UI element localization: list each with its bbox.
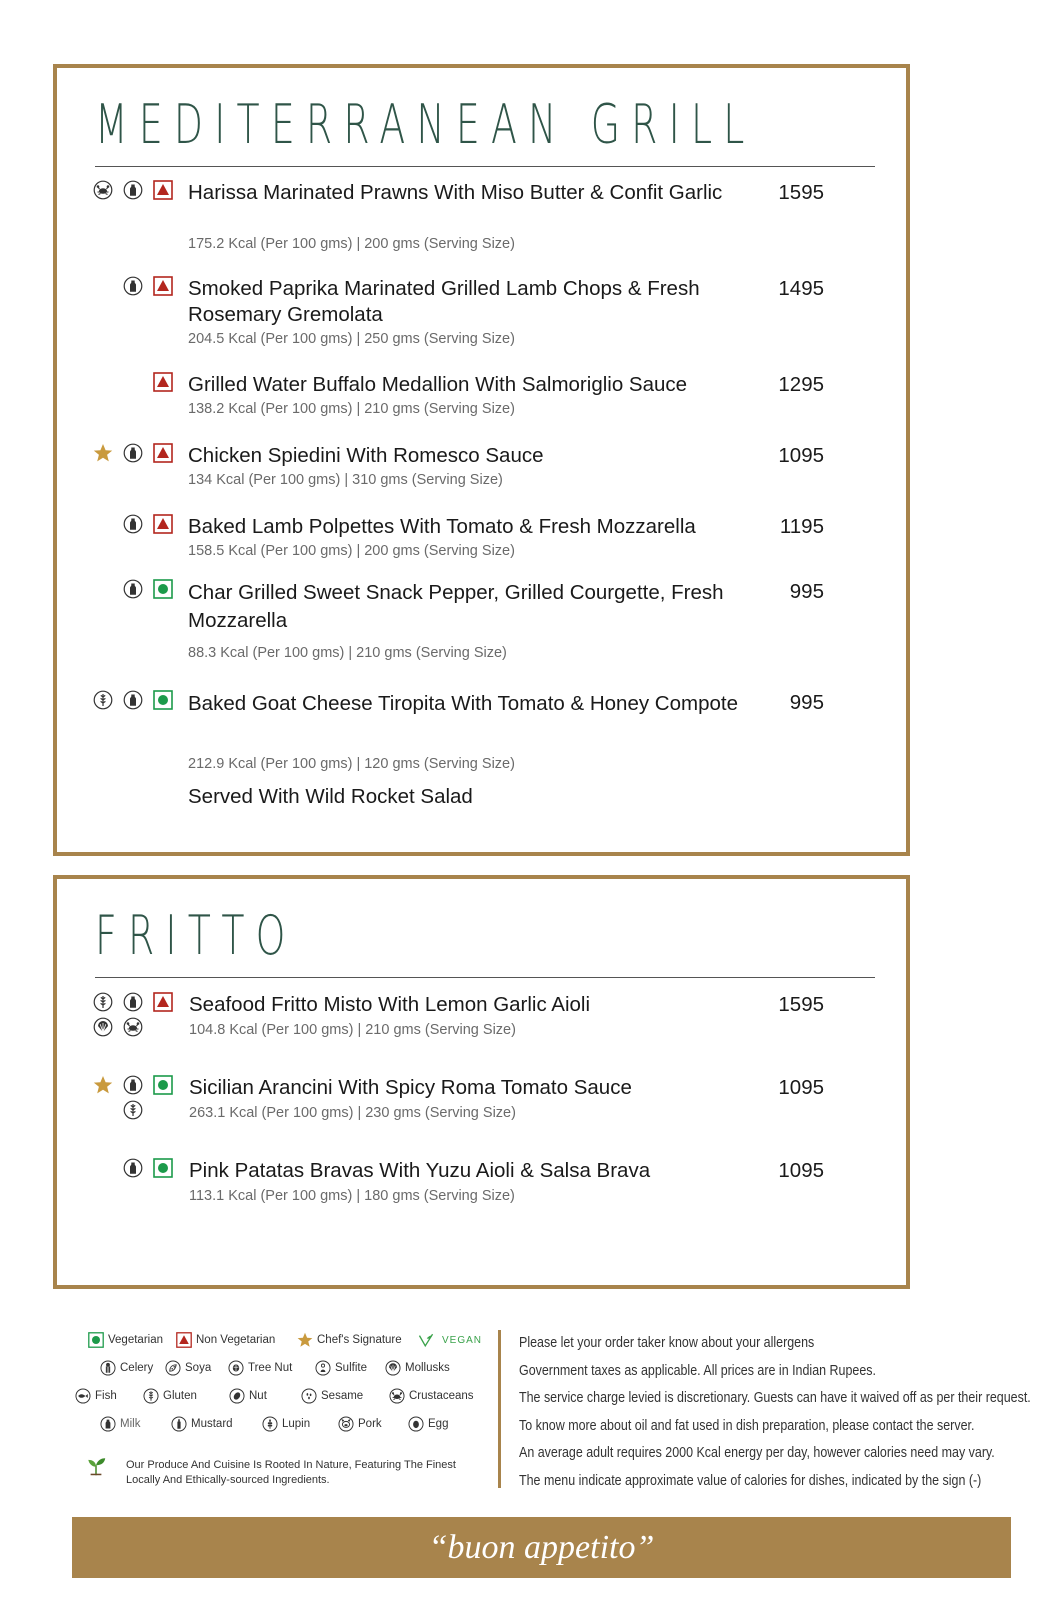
note-line: The menu indicate approximate value of calories for dishes, indicated by the sign (-) <box>519 1472 982 1489</box>
sprout-icon <box>86 1456 112 1482</box>
milk-icon <box>123 992 143 1012</box>
milk-icon <box>123 1075 143 1095</box>
non-veg-icon <box>153 443 173 463</box>
legend-milk: Milk <box>100 1416 140 1432</box>
crustaceans-icon <box>389 1388 405 1404</box>
crustaceans-icon <box>93 180 113 200</box>
pork-icon <box>338 1416 354 1432</box>
gluten-icon <box>123 1100 143 1120</box>
dish-price: 1295 <box>778 373 824 396</box>
non-veg-icon <box>153 276 173 296</box>
item-icons <box>93 690 179 738</box>
dish-name: Sicilian Arancini With Spicy Roma Tomato Sauce <box>189 1076 632 1099</box>
non-veg-icon <box>153 514 173 534</box>
dish-name: Harissa Marinated Prawns With Miso Butter & Confit Garlic <box>188 181 723 204</box>
note-line: To know more about oil and fat used in dish preparation, please contact the server. <box>519 1417 975 1434</box>
legend-soya: Soya <box>165 1360 211 1376</box>
milk-icon <box>123 180 143 200</box>
fritto-section <box>53 875 910 1289</box>
legend-chefs-signature: Chef's Signature <box>297 1332 402 1348</box>
sulfite-icon <box>315 1360 331 1376</box>
milk-icon <box>123 443 143 463</box>
dish-calories: 204.5 Kcal (Per 100 gms) | 250 gms (Serving Size) <box>188 331 515 347</box>
item-icons <box>93 579 179 627</box>
mustard-icon <box>171 1416 187 1432</box>
non-veg-icon <box>153 992 173 1012</box>
note-line: An average adult requires 2000 Kcal energy per day, however calories need may vary. <box>519 1445 995 1461</box>
crustaceans-icon <box>123 1017 143 1037</box>
dish-name: Pink Patatas Bravas With Yuzu Aioli & Salsa Brava <box>189 1159 651 1182</box>
legend-lupin: Lupin <box>262 1416 310 1432</box>
mollusks-icon <box>93 1017 113 1037</box>
dish-calories: 158.5 Kcal (Per 100 gms) | 200 gms (Serving Size) <box>188 543 515 559</box>
dish-price: 1595 <box>778 181 824 204</box>
legend-sesame: Sesame <box>301 1388 363 1404</box>
dish-calories: 134 Kcal (Per 100 gms) | 310 gms (Serving Size) <box>188 472 503 488</box>
dish-name: Baked Lamb Polpettes With Tomato & Fresh Mozzarella <box>188 515 696 538</box>
item-icons <box>93 1158 179 1206</box>
item-icons <box>93 276 179 324</box>
legend-mollusks: Mollusks <box>385 1360 450 1376</box>
legend-egg: Egg <box>408 1416 448 1432</box>
item-icons <box>93 180 179 228</box>
veg-icon <box>153 1158 173 1178</box>
dish-calories: 113.1 Kcal (Per 100 gms) | 180 gms (Serving Size) <box>189 1188 515 1204</box>
dish-calories: 138.2 Kcal (Per 100 gms) | 210 gms (Serving Size) <box>188 401 515 417</box>
legend-vegetarian: Vegetarian <box>88 1332 163 1348</box>
dietary-legend <box>70 1332 490 1502</box>
gluten-icon <box>143 1388 159 1404</box>
title-divider <box>95 166 875 167</box>
chefs-signature-icon <box>93 1075 113 1095</box>
lupin-icon <box>262 1416 278 1432</box>
dish-calories: 212.9 Kcal (Per 100 gms) | 120 gms (Serving Size) <box>188 756 515 772</box>
legend-mustard: Mustard <box>171 1416 233 1432</box>
egg-icon <box>408 1416 424 1432</box>
note-line: Please let your order taker know about your allergens <box>519 1335 815 1351</box>
note-line: The service charge levied is discretionary. Guests can have it waived off as per their request. <box>519 1390 1031 1406</box>
dish-calories: 175.2 Kcal (Per 100 gms) | 200 gms (Serving Size) <box>188 236 515 252</box>
celery-icon <box>100 1360 116 1376</box>
legend-sulfite: Sulfite <box>315 1360 367 1376</box>
milk-icon <box>123 690 143 710</box>
tree-nut-icon <box>228 1360 244 1376</box>
veg-icon <box>153 1075 173 1095</box>
dish-price: 1095 <box>778 1076 824 1099</box>
mediterranean-grill-section <box>53 64 910 856</box>
mollusks-icon <box>385 1360 401 1376</box>
chefs-signature-icon <box>93 443 113 463</box>
milk-icon <box>100 1416 116 1432</box>
item-icons <box>93 443 179 491</box>
milk-icon <box>123 276 143 296</box>
legend-divider <box>498 1330 501 1488</box>
non-veg-icon <box>176 1332 192 1348</box>
legend-pork: Pork <box>338 1416 382 1432</box>
item-icons <box>93 1075 179 1123</box>
chefs-signature-icon <box>297 1332 313 1348</box>
dish-name: Char Grilled Sweet Snack Pepper, Grilled Courgette, Fresh Mozzarella <box>188 581 724 632</box>
legend-nut: Nut <box>229 1388 267 1404</box>
dish-name: Chicken Spiedini With Romesco Sauce <box>188 444 544 467</box>
dish-name: Grilled Water Buffalo Medallion With Salmoriglio Sauce <box>188 373 688 396</box>
dish-calories: 263.1 Kcal (Per 100 gms) | 230 gms (Serving Size) <box>189 1105 516 1121</box>
dish-name: Smoked Paprika Marinated Grilled Lamb Chops & Fresh Rosemary Gremolata <box>188 277 700 326</box>
fish-icon <box>75 1388 91 1404</box>
milk-icon <box>123 1158 143 1178</box>
item-icons <box>93 992 179 1040</box>
dish-price: 1595 <box>778 993 824 1016</box>
title-divider <box>95 977 875 978</box>
non-veg-icon <box>153 372 173 392</box>
vegan-icon <box>418 1332 438 1348</box>
dish-name: Baked Goat Cheese Tiropita With Tomato & Honey Compote <box>188 692 738 715</box>
dish-price: 1095 <box>778 444 824 467</box>
dish-calories: 104.8 Kcal (Per 100 gms) | 210 gms (Serving Size) <box>189 1022 516 1038</box>
legend-gluten: Gluten <box>143 1388 197 1404</box>
dish-price: 1495 <box>778 277 824 300</box>
note-line: Government taxes as applicable. All prices are in Indian Rupees. <box>519 1362 876 1379</box>
legend-celery: Celery <box>100 1360 153 1376</box>
gluten-icon <box>93 690 113 710</box>
menu-notes <box>519 1330 1029 1495</box>
milk-icon <box>123 514 143 534</box>
item-icons <box>93 372 179 420</box>
dish-price: 1095 <box>778 1159 824 1182</box>
milk-icon <box>123 579 143 599</box>
legend-non-vegetarian: Non Vegetarian <box>176 1332 275 1348</box>
dish-price: 995 <box>789 580 824 603</box>
gluten-icon <box>93 992 113 1012</box>
nut-icon <box>229 1388 245 1404</box>
dish-name: Seafood Fritto Misto With Lemon Garlic Aioli <box>189 993 591 1016</box>
produce-statement: Our Produce And Cuisine Is Rooted In Nature, Featuring The Finest Locally And Ethically-sourced Ingredients. <box>126 1459 456 1486</box>
non-veg-icon <box>153 180 173 200</box>
dish-side-note: Served With Wild Rocket Salad <box>188 785 473 808</box>
buon-appetito-banner: “buon appetito” <box>72 1517 1011 1578</box>
dish-price: 995 <box>789 691 824 714</box>
section-title: FRITTO <box>95 904 297 967</box>
dish-price: 1195 <box>779 515 824 538</box>
legend-crustaceans: Crustaceans <box>389 1388 474 1404</box>
section-title: MEDITERRANEAN GRILL <box>95 93 756 156</box>
legend-fish: Fish <box>75 1388 117 1404</box>
veg-icon <box>88 1332 104 1348</box>
veg-icon <box>153 690 173 710</box>
legend-tree-nut: Tree Nut <box>228 1360 292 1376</box>
soya-icon <box>165 1360 181 1376</box>
veg-icon <box>153 579 173 599</box>
item-icons <box>93 514 179 562</box>
dish-calories: 88.3 Kcal (Per 100 gms) | 210 gms (Serving Size) <box>188 645 507 661</box>
legend-vegan: VEGAN <box>418 1332 482 1348</box>
sesame-icon <box>301 1388 317 1404</box>
